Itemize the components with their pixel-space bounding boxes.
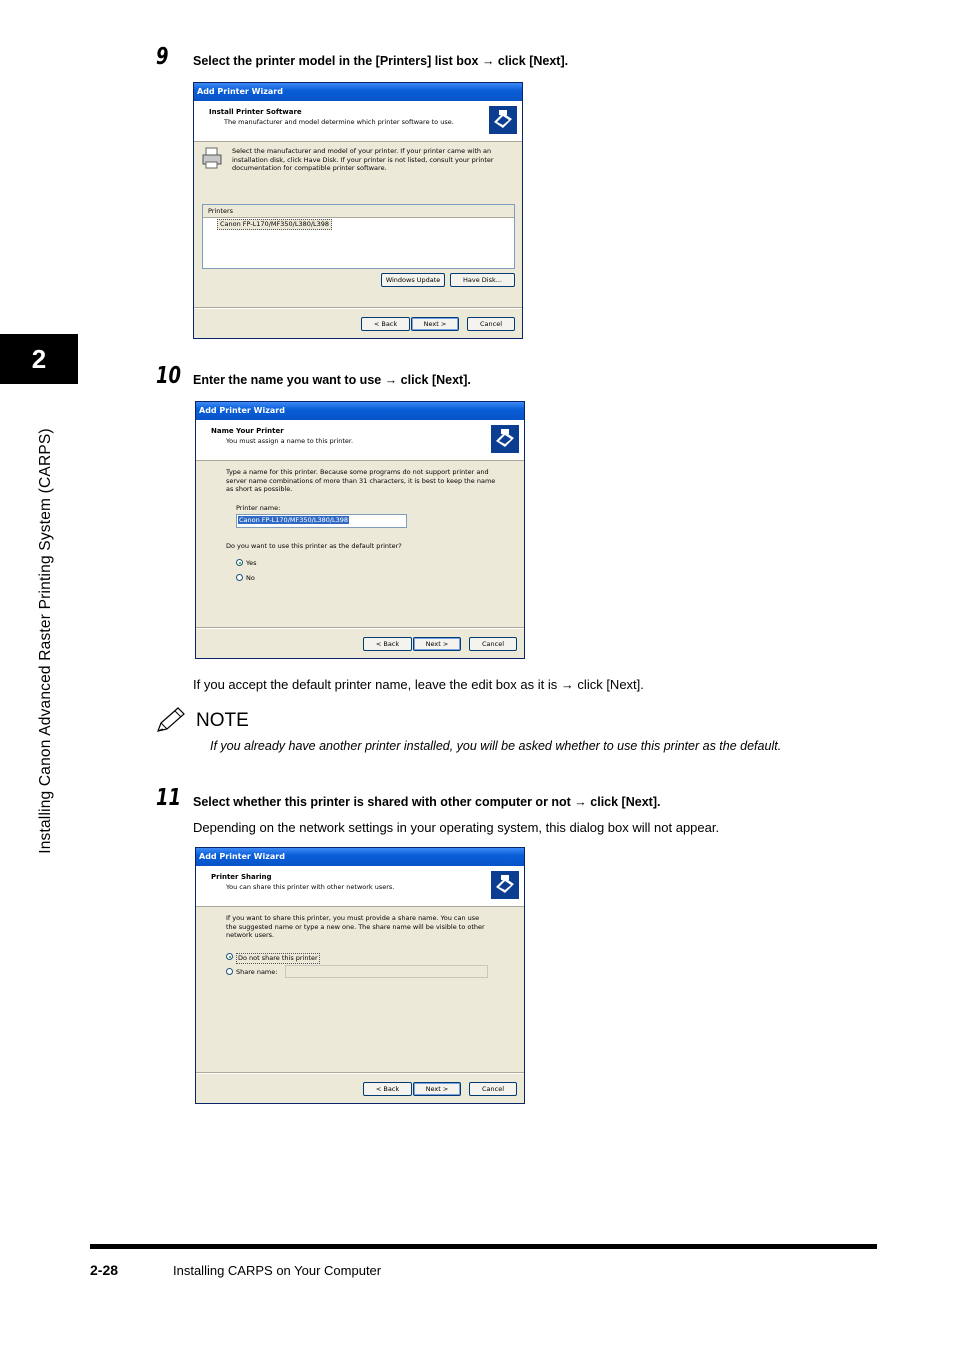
chapter-title-text: Installing Canon Advanced Raster Printing System (CARPS) bbox=[37, 428, 54, 854]
yes-radio-label: Yes bbox=[246, 559, 257, 567]
dialog-printer-sharing bbox=[195, 847, 525, 1104]
printers-listbox[interactable] bbox=[202, 204, 515, 269]
back-button[interactable]: < Back bbox=[363, 1082, 412, 1096]
footer-title: Installing CARPS on Your Computer bbox=[173, 1263, 382, 1278]
step-11-followup: Depending on the network settings in your operating system, this dialog box will not appear. bbox=[193, 820, 720, 835]
note-label: NOTE bbox=[196, 710, 249, 731]
dialog-instructions: Select the manufacturer and model of your printer. If your printer came with an installation disk, click Have Disk. If your printer is not listed, consult your printer documentation for compatible printer software. bbox=[232, 147, 494, 172]
printer-name-input[interactable] bbox=[236, 514, 407, 528]
back-button[interactable]: < Back bbox=[361, 317, 410, 331]
note-text: If you already have another printer installed, you will be asked whether to use this printer as the default. bbox=[210, 739, 782, 753]
header-title: Install Printer Software bbox=[209, 108, 302, 116]
page-number: 2-28 bbox=[90, 1262, 119, 1278]
dialog-header bbox=[196, 866, 524, 907]
header-title: Name Your Printer bbox=[211, 427, 284, 435]
back-button[interactable]: < Back bbox=[363, 637, 412, 651]
printer-wizard-icon bbox=[490, 424, 520, 454]
no-radio[interactable] bbox=[236, 574, 243, 581]
step-9-text: Select the printer model in the [Printers] list box → click [Next]. bbox=[193, 54, 569, 68]
have-disk-button[interactable]: Have Disk... bbox=[450, 273, 515, 287]
do-not-share-radio[interactable] bbox=[226, 953, 233, 960]
header-title: Printer Sharing bbox=[211, 873, 272, 881]
printer-wizard-icon bbox=[488, 105, 518, 135]
chapter-tab: 2 bbox=[0, 334, 78, 384]
next-button[interactable]: Next > bbox=[413, 1082, 461, 1096]
no-radio-label: No bbox=[246, 574, 255, 582]
dialog-titlebar: Add Printer Wizard bbox=[196, 848, 524, 866]
step-10-followup: If you accept the default printer name, leave the edit box as it is → click [Next]. bbox=[193, 677, 644, 692]
cancel-button[interactable]: Cancel bbox=[469, 1082, 517, 1096]
cancel-button[interactable]: Cancel bbox=[467, 317, 515, 331]
next-button[interactable]: Next > bbox=[411, 317, 459, 331]
dialog-instructions: If you want to share this printer, you must provide a share name. You can use the suggested name or type a new one. The share name will be visible to other network users. bbox=[226, 914, 485, 939]
dialog-titlebar: Add Printer Wizard bbox=[196, 402, 524, 420]
step-10-number: 10 bbox=[156, 363, 181, 389]
printer-name-label: Printer name: bbox=[236, 504, 281, 512]
dialog-header bbox=[194, 101, 522, 142]
yes-radio[interactable] bbox=[236, 559, 243, 566]
footer-rule bbox=[90, 1244, 877, 1249]
do-not-share-label: Do not share this printer bbox=[238, 954, 318, 962]
header-subtitle: You must assign a name to this printer. bbox=[226, 437, 354, 445]
share-name-label: Share name: bbox=[236, 968, 278, 976]
share-name-radio[interactable] bbox=[226, 968, 233, 975]
dialog-name-your-printer bbox=[195, 401, 525, 659]
dialog-separator bbox=[196, 627, 524, 629]
dialog-header bbox=[196, 420, 524, 461]
header-subtitle: The manufacturer and model determine which printer software to use. bbox=[224, 118, 454, 126]
printer-name-value: Canon FP-L170/MF350/L380/L398 bbox=[239, 516, 349, 524]
pencil-icon bbox=[155, 706, 187, 734]
dialog-install-printer-software bbox=[193, 82, 523, 339]
dialog-separator bbox=[196, 1072, 524, 1074]
dialog-instructions: Type a name for this printer. Because some programs do not support printer and server name combinations of more than 31 characters, it is best to keep the name as short as possible. bbox=[226, 468, 496, 493]
dialog-titlebar: Add Printer Wizard bbox=[194, 83, 522, 101]
printer-wizard-icon bbox=[490, 870, 520, 900]
printers-list-header: Printers bbox=[203, 205, 514, 218]
share-name-input[interactable] bbox=[285, 965, 488, 978]
step-9-number: 9 bbox=[156, 44, 169, 70]
step-11-number: 11 bbox=[156, 785, 181, 811]
printer-list-item[interactable]: Canon FP-L170/MF350/L380/L398 bbox=[217, 219, 332, 230]
header-subtitle: You can share this printer with other network users. bbox=[226, 883, 395, 891]
cancel-button[interactable]: Cancel bbox=[469, 637, 517, 651]
next-button[interactable]: Next > bbox=[413, 637, 461, 651]
windows-update-button[interactable]: Windows Update bbox=[381, 273, 445, 287]
printer-icon bbox=[202, 147, 222, 169]
step-11-text: Select whether this printer is shared with other computer or not → click [Next]. bbox=[193, 795, 661, 809]
dialog-separator bbox=[194, 307, 522, 309]
step-10-text: Enter the name you want to use → click [Next]. bbox=[193, 373, 471, 387]
default-printer-question: Do you want to use this printer as the default printer? bbox=[226, 542, 402, 550]
